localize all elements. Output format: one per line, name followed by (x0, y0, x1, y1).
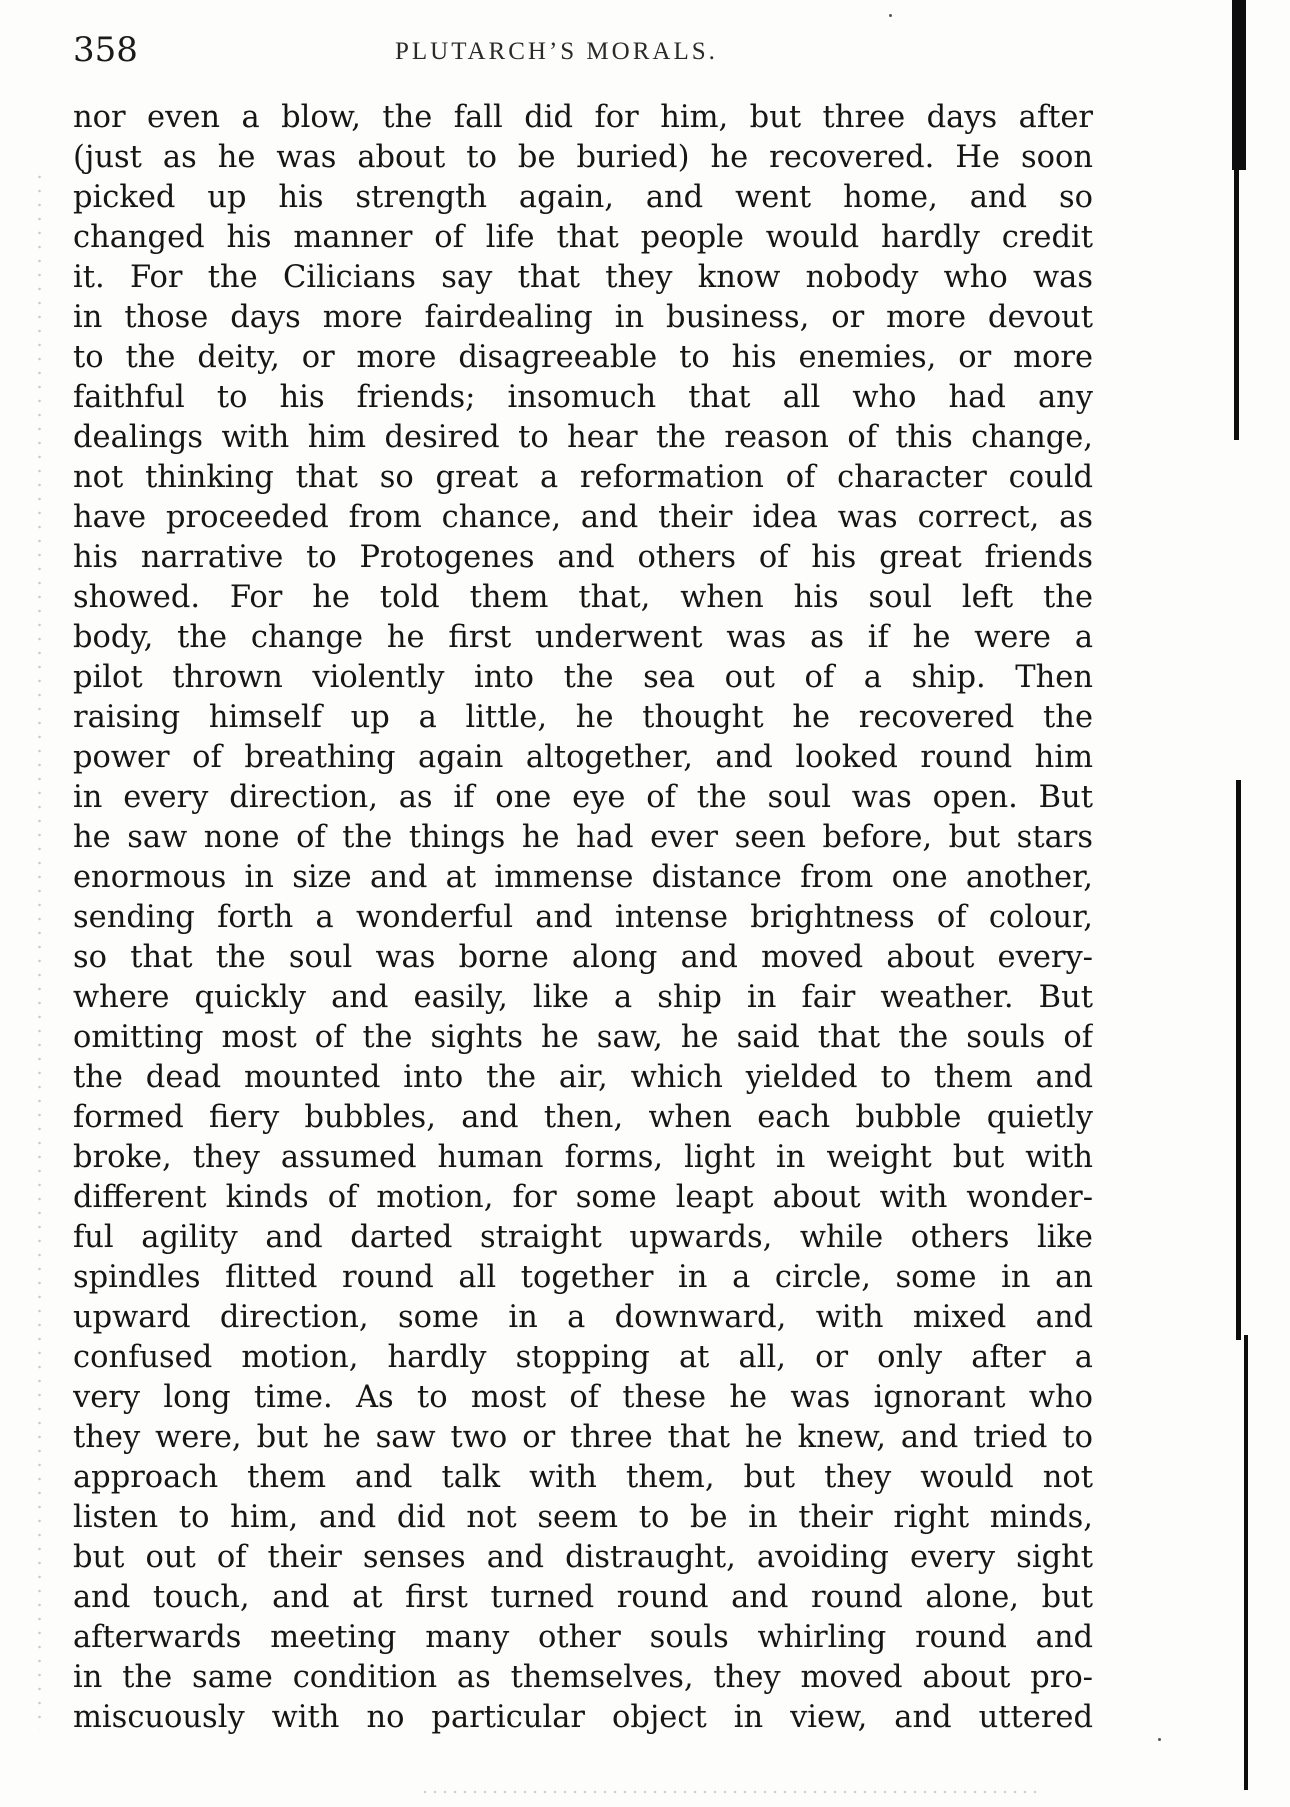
text-line: (just as he was about to be buried) he recovered. He soon (73, 140, 1093, 175)
text-line: dealings with him desired to hear the reason of this change, (73, 420, 1093, 455)
text-line: pilot thrown violently into the sea out of a ship. Then (73, 660, 1093, 695)
text-line: miscuously with no particular object in view, and uttered (73, 1700, 1093, 1735)
text-line: in every direction, as if one eye of the soul was open. But (73, 780, 1093, 815)
text-line: picked up his strength again, and went home, and so (73, 180, 1093, 215)
text-line: the dead mounted into the air, which yielded to them and (73, 1060, 1093, 1095)
text-line: sending forth a wonderful and intense brightness of colour, (73, 900, 1093, 935)
text-line: but out of their senses and distraught, avoiding every sight (73, 1540, 1093, 1575)
binding-shadow-middle (1236, 780, 1241, 1340)
text-line: spindles flitted round all together in a circle, some in an (73, 1260, 1093, 1295)
bottom-scan-noise (420, 1790, 1040, 1794)
text-line: formed fiery bubbles, and then, when each bubble quietly (73, 1100, 1093, 1135)
binding-shadow-top (1232, 0, 1246, 170)
text-line: upward direction, some in a downward, with mixed and (73, 1300, 1093, 1335)
text-line: confused motion, hardly stopping at all, or only after a (73, 1340, 1093, 1375)
page-number: 358 (73, 30, 138, 70)
text-line: very long time. As to most of these he was ignorant who (73, 1380, 1093, 1415)
scan-speck (1158, 1738, 1161, 1741)
text-line: not thinking that so great a reformation of character could (73, 460, 1093, 495)
text-line: ful agility and darted straight upwards, while others like (73, 1220, 1093, 1255)
text-line: where quickly and easily, like a ship in fair weather. But (73, 980, 1093, 1015)
text-line: it. For the Cilicians say that they know nobody who was (73, 260, 1093, 295)
text-line: have proceeded from chance, and their idea was correct, as (73, 500, 1093, 535)
text-line: enormous in size and at immense distance from one another, (73, 860, 1093, 895)
left-margin-scan-noise (38, 170, 41, 1730)
text-line: body, the change he first underwent was as if he were a (73, 620, 1093, 655)
text-line: broke, they assumed human forms, light in weight but with (73, 1140, 1093, 1175)
text-line: omitting most of the sights he saw, he said that the souls of (73, 1020, 1093, 1055)
text-line: in the same condition as themselves, they moved about pro- (73, 1660, 1093, 1695)
text-line: approach them and talk with them, but they would not (73, 1460, 1093, 1495)
text-line: faithful to his friends; insomuch that all who had any (73, 380, 1093, 415)
text-line: afterwards meeting many other souls whirling round and (73, 1620, 1093, 1655)
text-line: and touch, and at first turned round and round alone, but (73, 1580, 1093, 1615)
text-line: his narrative to Protogenes and others of his great friends (73, 540, 1093, 575)
body-text (73, 98, 1093, 1738)
text-line: they were, but he saw two or three that he knew, and tried to (73, 1420, 1093, 1455)
text-line: showed. For he told them that, when his soul left the (73, 580, 1093, 615)
text-line: he saw none of the things he had ever seen before, but stars (73, 820, 1093, 855)
binding-shadow-bottom (1244, 1335, 1248, 1790)
text-line: different kinds of motion, for some leapt about with wonder- (73, 1180, 1093, 1215)
text-line: listen to him, and did not seem to be in their right minds, (73, 1500, 1093, 1535)
text-line: power of breathing again altogether, and looked round him (73, 740, 1093, 775)
scan-speck (889, 14, 892, 17)
text-line: raising himself up a little, he thought he recovered the (73, 700, 1093, 735)
text-line: changed his manner of life that people would hardly credit (73, 220, 1093, 255)
text-line: nor even a blow, the fall did for him, but three days after (73, 100, 1093, 135)
text-line: to the deity, or more disagreeable to his enemies, or more (73, 340, 1093, 375)
text-line: so that the soul was borne along and moved about every- (73, 940, 1093, 975)
running-title: PLUTARCH’S MORALS. (395, 38, 718, 65)
binding-shadow-top-tail (1234, 170, 1239, 440)
text-line: in those days more fairdealing in business, or more devout (73, 300, 1093, 335)
